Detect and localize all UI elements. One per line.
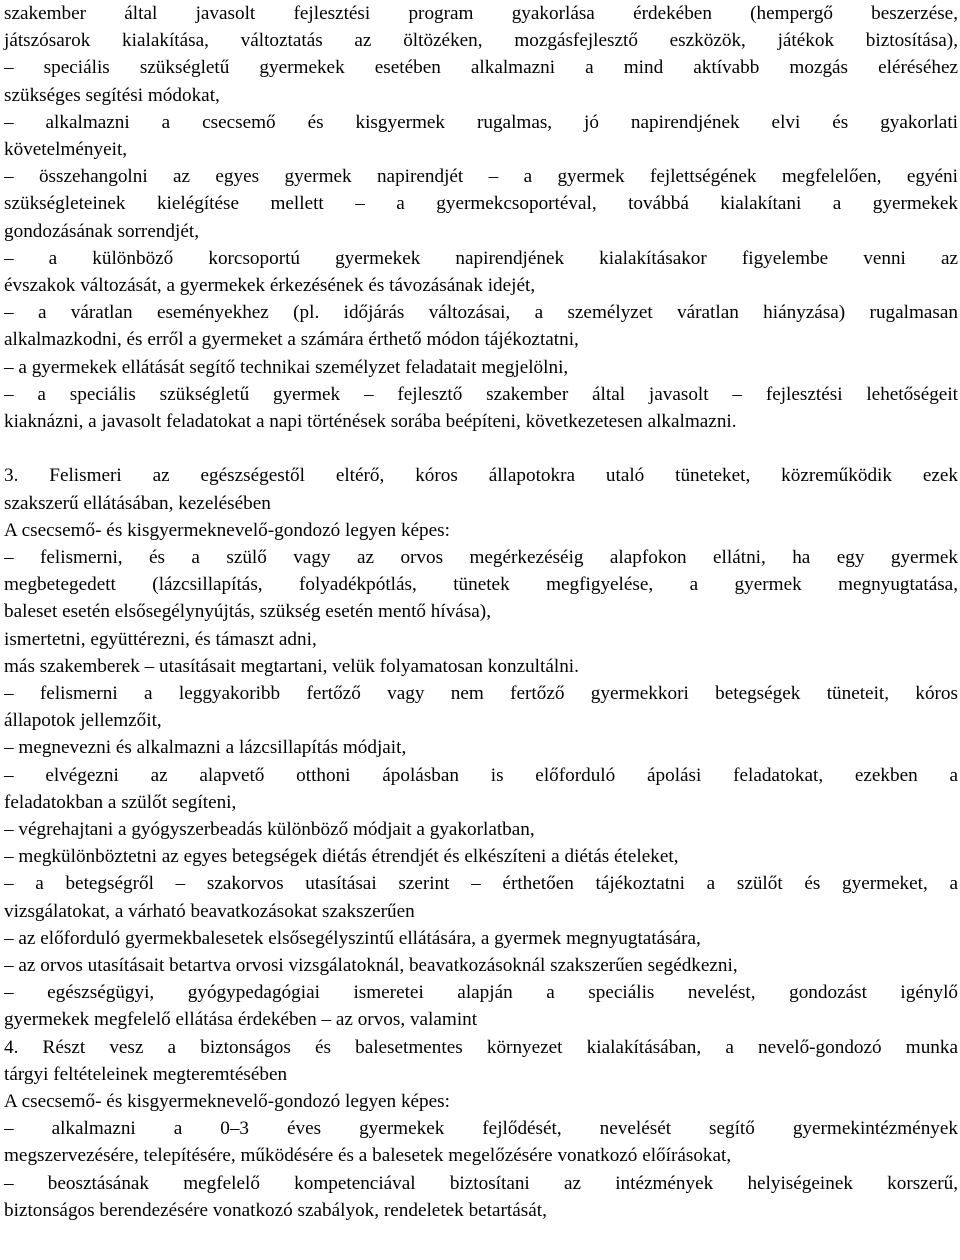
text-line: – a különböző korcsoportú gyermekek napirendjének kialakításakor figyelembe venni az (4, 247, 958, 269)
text-line: évszakok változását, a gyermekek érkezésének és távozásának idejét, (4, 275, 536, 296)
text-line: szükséges segítési módokat, (4, 84, 220, 106)
text-line: 3. Felismeri az egészségestől eltérő, kóros állapotokra utaló tüneteket, közreműködik ezek (4, 465, 958, 487)
text-line: más szakemberek – utasításait megtartani, velük folyamatosan konzultálni. (4, 655, 579, 677)
text-line: 4. Részt vesz a biztonságos és balesetmentes környezet kialakításában, a nevelő-gondozó munka (4, 1036, 958, 1058)
text-line: – a betegségről – szakorvos utasításai szerint – érthetően tájékoztatni a szülőt és gyermeket, a (4, 873, 958, 895)
text-line: – a gyermekek ellátását segítő technikai személyzet feladatait megjelölni, (4, 356, 569, 378)
text-line: megszervezésére, telepítésére, működésére és a balesetek megelőzésére vonatkozó előírásokat, (4, 1145, 732, 1167)
text-line: gyermekek megfelelő ellátása érdekében – az orvos, valamint (4, 1009, 478, 1031)
text-line: A csecsemő- és kisgyermeknevelő-gondozó legyen képes: (4, 519, 450, 541)
text-line: követelményeit, (4, 139, 128, 160)
text-line: feladatokban a szülőt segíteni, (4, 791, 237, 813)
text-line: – elvégezni az alapvető otthoni ápolásban is előforduló ápolási feladatokat, ezekben a (4, 764, 958, 786)
text-line: – felismerni, és a szülő vagy az orvos megérkezéséig alapfokon ellátni, ha egy gyermek (4, 547, 958, 568)
text-line: alkalmazkodni, és erről a gyermeket a számára érthető módon tájékoztatni, (4, 329, 579, 351)
text-line: – a speciális szükségletű gyermek – fejlesztő szakember által javasolt – fejlesztési lehetőségeit (4, 383, 958, 405)
text-line: tárgyi feltételeinek megteremtésében (4, 1063, 288, 1085)
text-line: biztonságos berendezésére vonatkozó szabályok, rendeletek betartását, (4, 1199, 547, 1221)
text-line: – megkülönböztetni az egyes betegségek diétás étrendjét és elkészíteni a diétás ételeket, (4, 846, 679, 868)
text-line: – a váratlan eseményekhez (pl. időjárás változásai, a személyzet váratlan hiányzása) rugalmasan (4, 302, 958, 324)
text-line: – az orvos utasításait betartva orvosi vizsgálatoknál, beavatkozásoknál szakszerűen segédkezni, (4, 955, 738, 976)
text-line: kiaknázni, a javasolt feladatokat a napi történések sorába beépíteni, következetesen alkalmazni. (4, 411, 737, 432)
text-line: állapotok jellemzőit, (4, 710, 162, 732)
text-line: – egészségügyi, gyógypedagógiai ismeretei alapján a speciális nevelést, gondozást igénylő (4, 982, 958, 1004)
text-line: ismertetni, együttérezni, és támaszt adni, (4, 628, 317, 650)
text-line: baleset esetén elsősegélynyújtás, szükség esetén mentő hívása), (4, 601, 491, 623)
text-line: – alkalmazni a csecsemő és kisgyermek rugalmas, jó napirendjének elvi és gyakorlati (4, 111, 958, 133)
text-line: – összehangolni az egyes gyermek napirendjét – a gyermek fejlettségének megfelelően, egyéni (4, 166, 958, 188)
text-line: megbetegedett (lázcsillapítás, folyadékpótlás, tünetek megfigyelése, a gyermek megnyugtatása, (4, 574, 958, 596)
text-line: – speciális szükségletű gyermekek esetében alkalmazni a mind aktívabb mozgás eléréséhez (4, 57, 958, 79)
text-line: A csecsemő- és kisgyermeknevelő-gondozó legyen képes: (4, 1091, 450, 1112)
blank-line (4, 435, 958, 462)
text-line: szakszerű ellátásában, kezelésében (4, 492, 271, 514)
text-line: szükségleteinek kielégítése mellett – a gyermekcsoportéval, továbbá kialakítani a gyermekek (4, 193, 958, 215)
text-line: – alkalmazni a 0–3 éves gyermekek fejlődését, nevelését segítő gyermekintézmények (4, 1118, 958, 1140)
text-line: gondozásának sorrendjét, (4, 220, 200, 242)
text-line: – felismerni a leggyakoribb fertőző vagy nem fertőző gyermekkori betegségek tüneteit, kóros (4, 683, 958, 704)
text-line: szakember által javasolt fejlesztési program gyakorlása érdekében (hempergő beszerzése, (4, 3, 958, 24)
text-line: játszósarok kialakítása, változtatás az öltözéken, mozgásfejlesztő eszközök, játékok biztosítása), (4, 30, 958, 52)
text-line: – megnevezni és alkalmazni a lázcsillapítás módjait, (4, 737, 407, 759)
text-line: – végrehajtani a gyógyszerbeadás különböző módjait a gyakorlatban, (4, 819, 535, 840)
text-line: – az előforduló gyermekbalesetek elsősegélyszintű ellátására, a gyermek megnyugtatására, (4, 927, 701, 949)
text-line: vizsgálatokat, a várható beavatkozásokat szakszerűen (4, 900, 415, 922)
text-line: – beosztásának megfelelő kompetenciával biztosítani az intézmények helyiségeinek korszerű, (4, 1172, 958, 1194)
